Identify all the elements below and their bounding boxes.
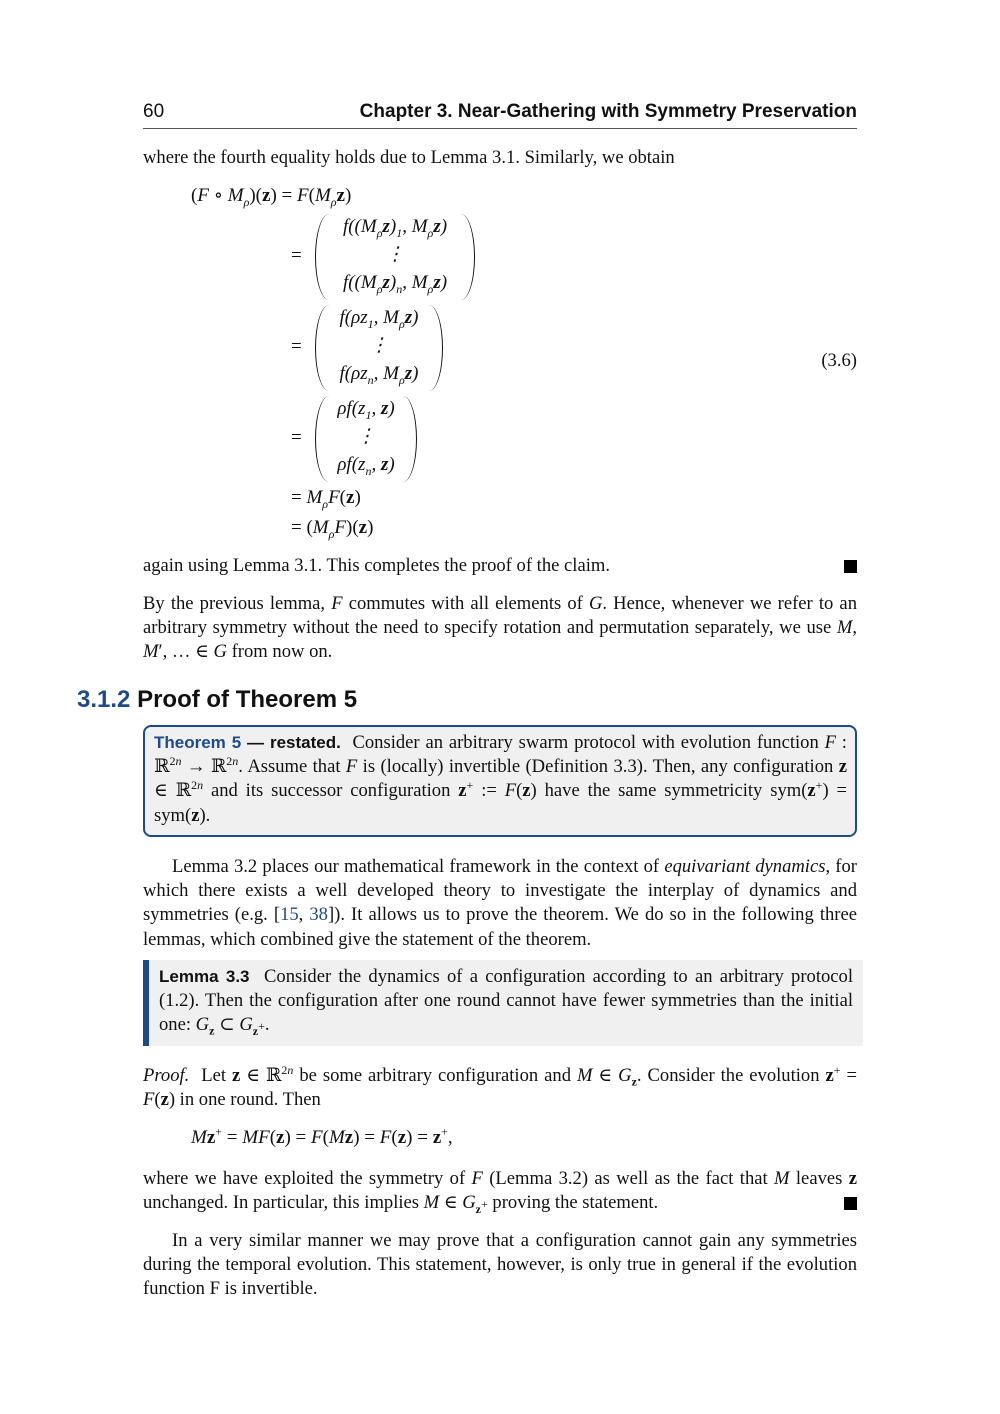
final-paragraph: In a very similar manner we may prove that a configuration cannot gain any symmetries during the temporal evolution. This statement, however, is only true in general if the evolution function F is invertible. — [143, 1230, 857, 1300]
proof-equation: Mz+ = MF(z) = F(Mz) = F(z) = z+, — [191, 1124, 453, 1148]
lemma-title: Lemma 3.3 — [159, 967, 250, 986]
paragraph-equivariant: Lemma 3.2 places our mathematical framework in the context of equivariant dynamics, for which there exists a well developed theory to investigate the interplay of dynamics and symmetries (e.g. [15, 38]). It allows us to prove the theorem. We do so in the following three lemmas, which combined give the statement of the theorem. — [143, 856, 857, 950]
section-title: Proof of Theorem 5 — [137, 686, 358, 713]
chapter-title: Chapter 3. Near-Gathering with Symmetry Preservation — [359, 101, 857, 122]
matrix-3: $\rho f(z_1$, z) ⋮ $\rho f(z_n$, z) — [315, 396, 417, 482]
claim-end-text: again using Lemma 3.1. This completes the proof of the claim. — [143, 555, 610, 576]
theorem-restated: — restated. — [241, 733, 341, 752]
equation-number: (3.6) — [821, 350, 857, 371]
theorem-title: Theorem 5 — [154, 733, 242, 752]
citation-link[interactable]: 38 — [309, 904, 328, 926]
matrix-2: $f(\rho z_1$, $M_\rho z$) ⋮ $f(\rho z_n$, $M_\rho z$) — [315, 305, 443, 391]
section-heading — [77, 686, 357, 714]
section-number: 3.1.2 — [77, 686, 131, 713]
proof-label: Proof. — [143, 1065, 190, 1086]
citation-link[interactable]: 15 — [280, 904, 299, 926]
eq-line-1: (F ∘ $M_\rho)(z) = F(M_\rho z)$ — [191, 185, 352, 209]
proof-paragraph: Proof. Let z ∈ ℝ$^{2n}$ be some arbitrary configuration and M ∈ $G_z$. Consider the evolution z+ = F(z) in one round. Then — [143, 1062, 857, 1111]
running-header — [143, 98, 857, 129]
lemma-box: Lemma 3.3 Consider the dynamics of a configuration according to an arbitrary protocol (1.2). Then the configuration after one round cannot have fewer symmetries than the initial one: $G_z$ ⊂ $G_{z^+}$. — [143, 960, 863, 1046]
paragraph-commutes: By the previous lemma, F commutes with all elements of G. Hence, whenever we refer to an arbitrary symmetry without the need to specify rotation and permutation separately, we use M, M′, … ∈ G from now on. — [143, 593, 857, 663]
proof-conclusion: where we have exploited the symmetry of F (Lemma 3.2) as well as the fact that M leaves z unchanged. In particular, this implies M ∈ $G_{z^+}$ proving the statement. — [143, 1168, 857, 1216]
theorem-box: Theorem 5 — restated. Consider an arbitrary swarm protocol with evolution function F : ℝ$^{2n}$ → ℝ$^{2n}$. Assume that F is (locally) invertible (Definition 3.3). Then, any configuration z ∈ ℝ$^{2n}$ and its successor configuration z+ := F(z) have the same symmetricity sym(z+) = sym(z). — [143, 725, 857, 837]
qed-square — [844, 560, 857, 573]
page-number: 60 — [143, 101, 165, 122]
matrix-1: $f((M_\rho z)_1$, $M_\rho z$) ⋮ $f((M_\rho z)_n$, $M_\rho z$) — [315, 214, 475, 300]
intro-paragraph: where the fourth equality holds due to Lemma 3.1. Similarly, we obtain — [143, 147, 675, 168]
qed-square — [844, 1197, 857, 1210]
